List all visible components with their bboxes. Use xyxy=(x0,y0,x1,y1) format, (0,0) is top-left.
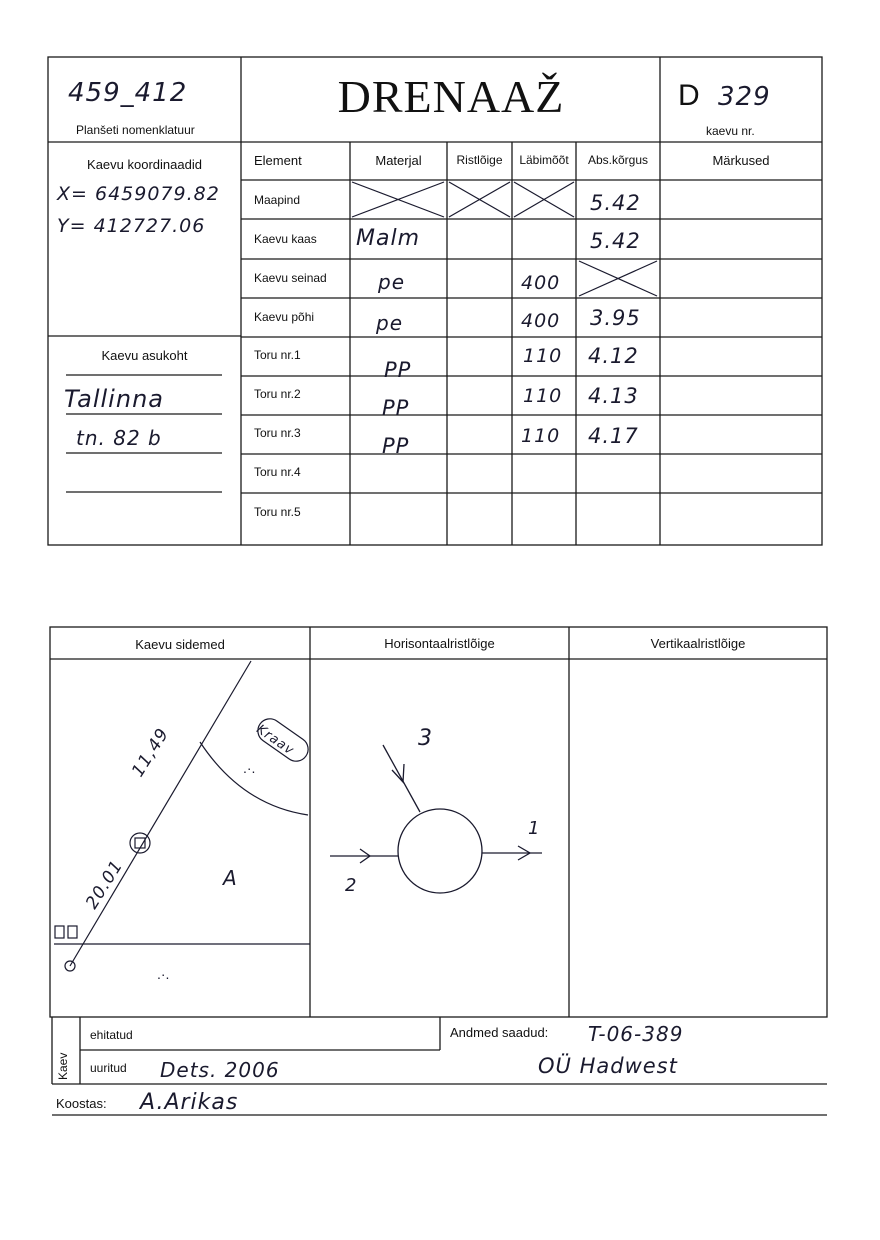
measured-value: Dets. 2006 xyxy=(160,1058,280,1082)
coord-y: Y= 412727.06 xyxy=(57,215,206,237)
sheet-number: 459_412 xyxy=(68,78,188,108)
author-value: A.Arikas xyxy=(140,1090,239,1115)
col-header-cross-section: Ristlõige xyxy=(456,153,503,167)
coord-x: X= 6459079.82 xyxy=(57,183,220,205)
sheet-label: Planšeti nomenklatuur xyxy=(76,123,195,137)
diameter-value: 400 xyxy=(521,310,561,332)
row-element-label: Toru nr.4 xyxy=(254,465,301,479)
material-value: PP xyxy=(382,396,410,420)
height-value: 5.42 xyxy=(590,191,641,215)
col-header-abs-height: Abs.kõrgus xyxy=(587,153,649,167)
data-source-label: Andmed saadud: xyxy=(450,1025,549,1040)
col-header-remarks: Märkused xyxy=(712,153,770,168)
distance-label-1: 11,49 xyxy=(128,724,174,781)
pipe-1-label: 1 xyxy=(528,818,541,839)
diameter-value: 110 xyxy=(523,385,563,407)
built-label: ehitatud xyxy=(90,1028,133,1042)
material-value: PP xyxy=(382,434,410,458)
grass-mark-icon: .·. xyxy=(243,760,256,776)
material-value: pe xyxy=(376,311,403,335)
row-element-label: Toru nr.1 xyxy=(254,348,301,362)
height-value: 5.42 xyxy=(590,229,641,253)
height-value: 4.13 xyxy=(588,384,639,408)
well-ties-sketch xyxy=(54,661,313,971)
coords-label: Kaevu koordinaadid xyxy=(87,157,202,172)
height-value: 3.95 xyxy=(590,306,641,330)
distance-label-2: 20.01 xyxy=(82,856,128,913)
well-number: 329 xyxy=(718,82,771,112)
well-label: kaevu nr. xyxy=(706,124,755,138)
col-header-element: Element xyxy=(254,153,302,168)
col-header-diameter: Läbimõõt xyxy=(519,153,569,167)
height-value: 4.12 xyxy=(588,344,639,368)
ditch-label: Kraav xyxy=(253,722,297,759)
row-element-label: Toru nr.5 xyxy=(254,505,301,519)
measured-label: uuritud xyxy=(90,1061,127,1075)
row-element-label: Toru nr.3 xyxy=(254,426,301,440)
grass-mark-icon: .·. xyxy=(157,966,170,982)
pipe-3-label: 3 xyxy=(418,726,433,751)
author-label: Koostas: xyxy=(56,1096,107,1111)
row-element-label: Toru nr.2 xyxy=(254,387,301,401)
material-value: PP xyxy=(384,358,412,382)
area-label: A xyxy=(223,866,238,890)
data-source-value: T-06-389 xyxy=(588,1022,684,1046)
col-header-material: Materjal xyxy=(375,153,422,168)
kaev-label: Kaev xyxy=(56,1052,70,1080)
horizontal-section-sketch xyxy=(330,745,542,893)
material-value: Malm xyxy=(356,226,421,251)
row-element-label: Maapind xyxy=(254,193,301,207)
section-title-vertical: Vertikaalristlõige xyxy=(650,636,746,651)
section-title-ties: Kaevu sidemed xyxy=(135,637,225,652)
company-name: OÜ Hadwest xyxy=(538,1054,678,1078)
location-line2: tn. 82 b xyxy=(76,426,162,450)
location-label: Kaevu asukoht xyxy=(101,348,188,363)
section-title-horizontal: Horisontaalristlõige xyxy=(384,636,495,651)
row-element-label: Kaevu seinad xyxy=(254,271,327,285)
diameter-value: 110 xyxy=(521,425,561,447)
diameter-value: 400 xyxy=(521,272,561,294)
page-title: DRENAAŽ xyxy=(337,71,565,122)
height-value: 4.17 xyxy=(588,424,639,448)
row-element-label: Kaevu põhi xyxy=(254,310,315,324)
well-prefix: D xyxy=(678,79,700,112)
pipe-2-label: 2 xyxy=(345,875,358,896)
row-element-label: Kaevu kaas xyxy=(254,232,317,246)
diameter-value: 110 xyxy=(523,345,563,367)
location-line1: Tallinna xyxy=(64,385,164,413)
material-value: pe xyxy=(378,270,405,294)
